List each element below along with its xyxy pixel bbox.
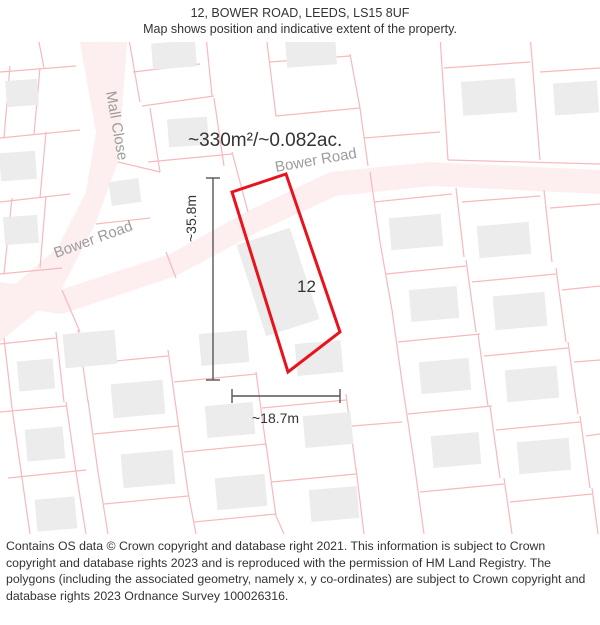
- page-subtitle: Map shows position and indicative extent of the property.: [143, 22, 457, 36]
- road-label-bower-road-left: Bower Road: [51, 217, 135, 262]
- plot-number-label: 12: [297, 277, 316, 296]
- map-canvas[interactable]: [0, 42, 600, 534]
- page-title: 12, BOWER ROAD, LEEDS, LS15 8UF: [190, 6, 410, 20]
- page-header: [0, 0, 600, 42]
- dimension-horizontal-label: ~18.7m: [252, 410, 300, 426]
- copyright-footer: Contains OS data © Crown copyright and database right 2021. This information is subject to Crown copyright and database rights 2023 and is reproduced with the permission of HM Land Registry. The polygons (including the associated geometry, namely x, y co-ordinates) are subject to Crown copyright and database rights 2023 Ordnance Survey 100026316.: [0, 534, 600, 625]
- road-label-bower-road-right: Bower Road: [273, 144, 358, 176]
- dimension-vertical-label: ~35.8m: [183, 194, 199, 242]
- area-label: ~330m²/~0.082ac.: [188, 130, 343, 151]
- road-label-mall-close: Mall Close: [102, 89, 131, 162]
